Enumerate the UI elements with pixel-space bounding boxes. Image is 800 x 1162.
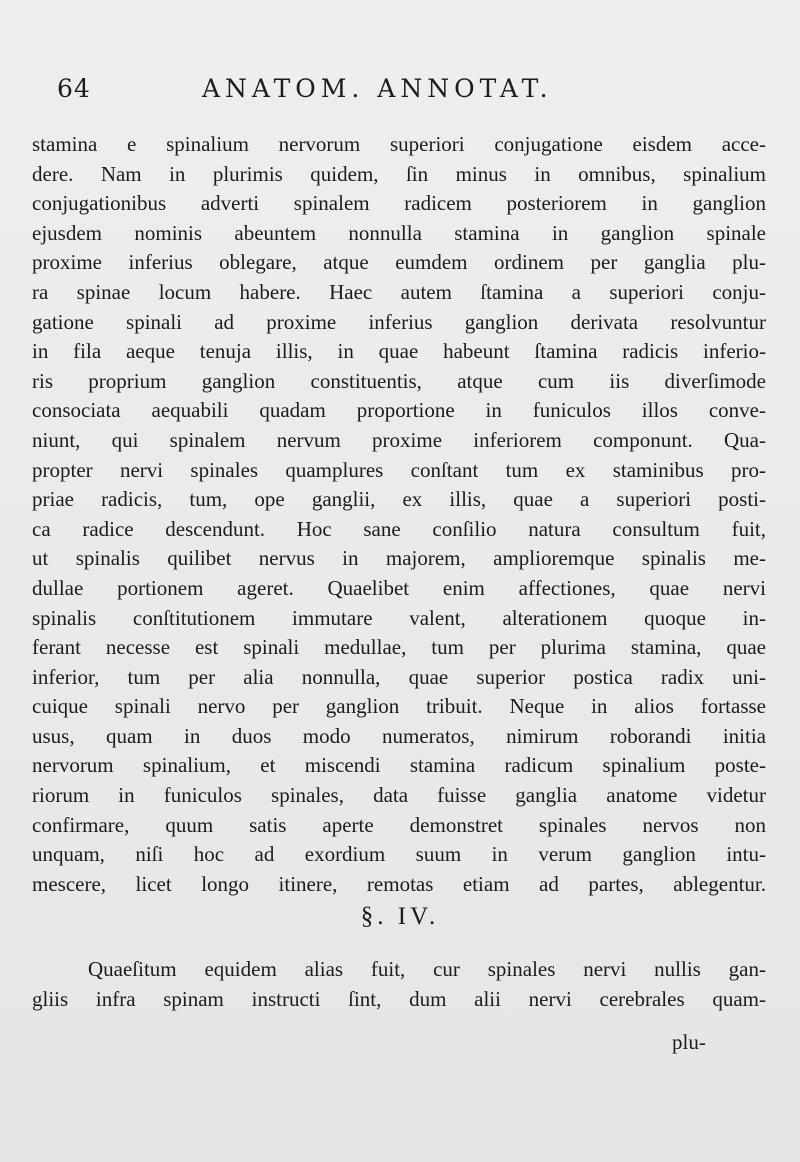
text-line: mescere, licet longo itinere, remotas etiam ad partes, ablegentur. bbox=[32, 871, 766, 896]
text-line: nervorum spinalium, et miscendi stamina radicum spinalium poste- bbox=[32, 753, 766, 778]
text-line: conjugationibus adverti spinalem radicem posteriorem in ganglion bbox=[32, 191, 766, 216]
paragraph-2 bbox=[32, 955, 766, 1014]
text-line: ut spinalis quilibet nervus in majorem, amplioremque spinalis me- bbox=[32, 546, 766, 571]
text-line: in fila aeque tenuja illis, in quae habeunt ſtamina radicis inferio- bbox=[32, 339, 766, 364]
text-line: ra spinae locum habere. Haec autem ſtamina a superiori conju- bbox=[32, 279, 766, 304]
text-line: usus, quam in duos modo numeratos, nimirum roborandi initia bbox=[32, 723, 766, 748]
section-heading: §. IV. bbox=[360, 903, 440, 930]
text-line: cuique spinali nervo per ganglion tribuit. Neque in alios fortasse bbox=[32, 694, 766, 719]
text-line: priae radicis, tum, ope ganglii, ex illis, quae a superiori posti- bbox=[32, 487, 766, 512]
text-line: riorum in funiculos spinales, data fuisse ganglia anatome videtur bbox=[32, 783, 766, 808]
running-head: ANATOM. ANNOTAT. bbox=[202, 74, 553, 103]
text-line: unquam, niſi hoc ad exordium suum in verum ganglion intu- bbox=[32, 842, 766, 867]
text-line: ris proprium ganglion constituentis, atque cum iis diverſimode bbox=[32, 368, 766, 393]
text-line: proxime inferius oblegare, atque eumdem ordinem per ganglia plu- bbox=[32, 250, 766, 275]
text-line: ejusdem nominis abeuntem nonnulla stamina in ganglion spinale bbox=[32, 220, 766, 245]
text-line: niunt, qui spinalem nervum proxime inferiorem componunt. Qua- bbox=[32, 427, 766, 452]
catchword: plu- bbox=[672, 1030, 706, 1054]
text-line: dere. Nam in plurimis quidem, ſin minus in omnibus, spinalium bbox=[32, 161, 766, 186]
text-line: consociata aequabili quadam proportione in funiculos illos conve- bbox=[32, 398, 766, 423]
text-line: ferant necesse est spinali medullae, tum per plurima stamina, quae bbox=[32, 635, 766, 660]
text-line: inferior, tum per alia nonnulla, quae superior postica radix uni- bbox=[32, 664, 766, 689]
paragraph-1 bbox=[32, 130, 766, 899]
text-line: Quaeſitum equidem alias fuit, cur spinales nervi nullis gan- bbox=[88, 957, 766, 981]
page-number: 64 bbox=[57, 74, 91, 103]
text-line: stamina e spinalium nervorum superiori conjugatione eisdem acce- bbox=[32, 132, 766, 156]
text-line: spinalis conſtitutionem immutare valent, alterationem quoque in- bbox=[32, 605, 766, 630]
text-line: dullae portionem ageret. Quaelibet enim affectiones, quae nervi bbox=[32, 575, 766, 600]
page-header bbox=[0, 70, 800, 110]
text-line: propter nervi spinales quamplures conſtant tum ex staminibus pro- bbox=[32, 457, 766, 482]
text-line: ca radice descendunt. Hoc sane conſilio natura consultum fuit, bbox=[32, 516, 766, 541]
text-line: gatione spinali ad proxime inferius ganglion derivata resolvuntur bbox=[32, 309, 766, 334]
text-line: gliis infra spinam instructi ſint, dum alii nervi cerebrales quam- bbox=[32, 986, 766, 1011]
text-line: confirmare, quum satis aperte demonstret spinales nervos non bbox=[32, 812, 766, 837]
